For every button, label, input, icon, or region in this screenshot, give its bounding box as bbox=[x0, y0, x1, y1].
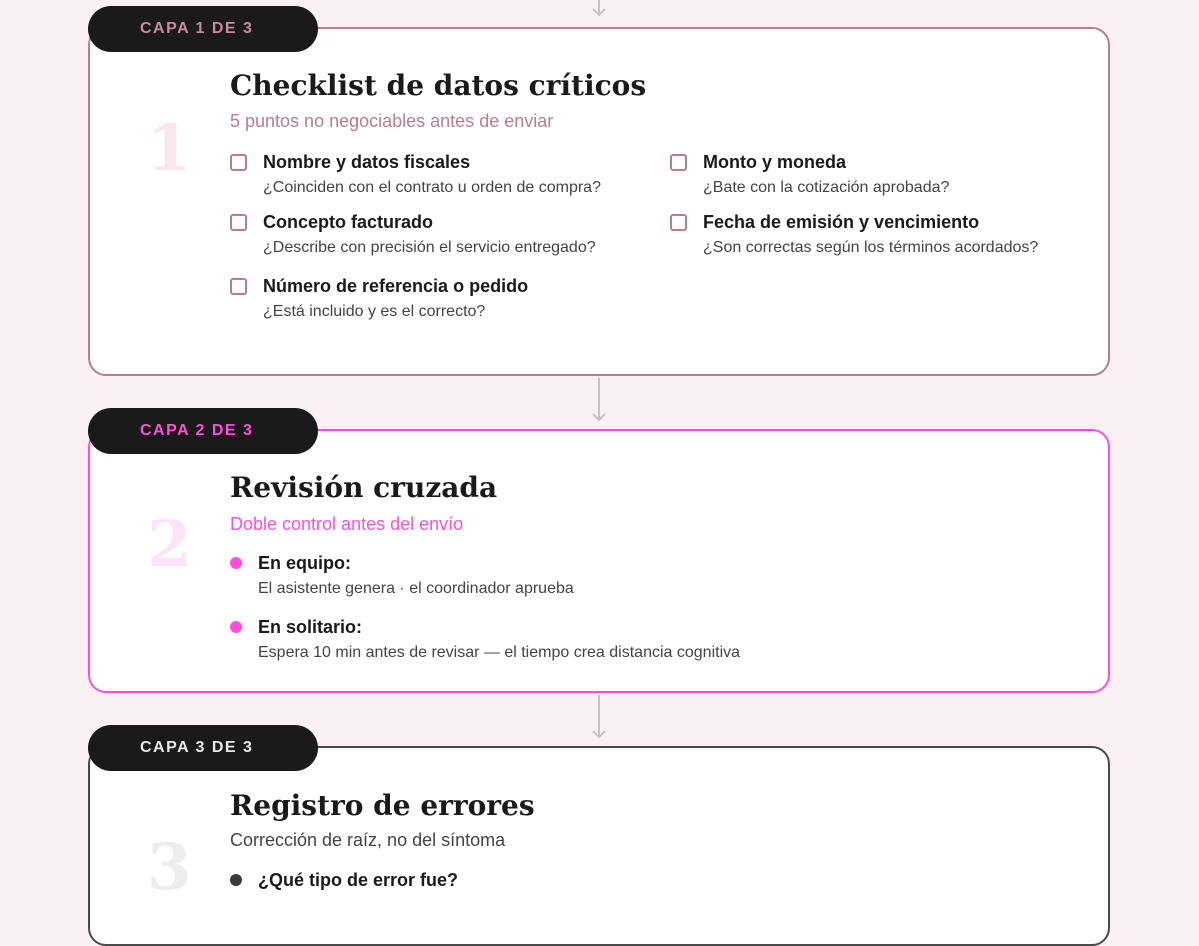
bullet-dot-icon bbox=[230, 557, 242, 569]
layer-1-card bbox=[88, 27, 1110, 376]
layer-title: Checklist de datos críticos bbox=[230, 69, 647, 102]
layer-title: Registro de errores bbox=[230, 789, 535, 822]
checklist-item-desc: ¿Está incluido y es el correcto? bbox=[263, 303, 486, 320]
list-item-title: En solitario: bbox=[258, 617, 363, 637]
list-item-title: En equipo: bbox=[258, 553, 351, 573]
layer-number: 3 bbox=[147, 830, 192, 905]
checklist-item-title: Número de referencia o pedido bbox=[263, 276, 529, 296]
arrow-down-icon bbox=[592, 378, 606, 422]
checkbox-icon[interactable] bbox=[670, 214, 687, 231]
checklist-item-title: Monto y moneda bbox=[703, 152, 846, 172]
checkbox-icon[interactable] bbox=[230, 214, 247, 231]
layer-3-card bbox=[88, 746, 1110, 946]
checklist-item-title: Concepto facturado bbox=[263, 212, 434, 232]
layer-tab: CAPA 2 DE 3 bbox=[88, 408, 318, 454]
checklist-item[interactable] bbox=[670, 212, 1038, 257]
checklist-item[interactable] bbox=[670, 152, 949, 197]
checklist-item[interactable] bbox=[230, 212, 596, 257]
list-item bbox=[230, 553, 574, 598]
checklist-item[interactable] bbox=[230, 276, 528, 321]
layer-subtitle: Corrección de raíz, no del síntoma bbox=[230, 830, 506, 850]
checklist-item-desc: ¿Son correctas según los términos acordados? bbox=[703, 239, 1039, 256]
list-item bbox=[230, 870, 458, 891]
layer-2-card bbox=[88, 429, 1110, 693]
checkbox-icon[interactable] bbox=[230, 154, 247, 171]
bullet-dot-icon bbox=[230, 621, 242, 633]
layer-number: 2 bbox=[147, 507, 192, 582]
checklist-item-title: Fecha de emisión y vencimiento bbox=[703, 212, 980, 232]
layer-tab: CAPA 1 DE 3 bbox=[88, 6, 318, 52]
layer-subtitle: 5 puntos no negociables antes de enviar bbox=[230, 111, 554, 131]
list-item bbox=[230, 617, 740, 662]
checklist-item-desc: ¿Describe con precisión el servicio entregado? bbox=[263, 239, 596, 256]
checkbox-icon[interactable] bbox=[670, 154, 687, 171]
checklist-item-desc: ¿Bate con la cotización aprobada? bbox=[703, 179, 950, 196]
list-item-title: ¿Qué tipo de error fue? bbox=[258, 870, 459, 890]
arrow-down-icon bbox=[592, 0, 606, 18]
layer-title: Revisión cruzada bbox=[230, 471, 498, 504]
layer-tab: CAPA 3 DE 3 bbox=[88, 725, 318, 771]
checklist-item-desc: ¿Coinciden con el contrato u orden de compra? bbox=[263, 179, 601, 196]
checkbox-icon[interactable] bbox=[230, 278, 247, 295]
list-item-desc: Espera 10 min antes de revisar — el tiempo crea distancia cognitiva bbox=[258, 644, 741, 661]
arrow-down-icon bbox=[592, 695, 606, 739]
bullet-dot-icon bbox=[230, 874, 242, 886]
list-item-desc: El asistente genera · el coordinador aprueba bbox=[258, 580, 574, 597]
checklist-item[interactable] bbox=[230, 152, 601, 197]
checklist-item-title: Nombre y datos fiscales bbox=[263, 152, 471, 172]
layer-subtitle: Doble control antes del envío bbox=[230, 514, 464, 534]
layer-number: 1 bbox=[147, 111, 192, 186]
